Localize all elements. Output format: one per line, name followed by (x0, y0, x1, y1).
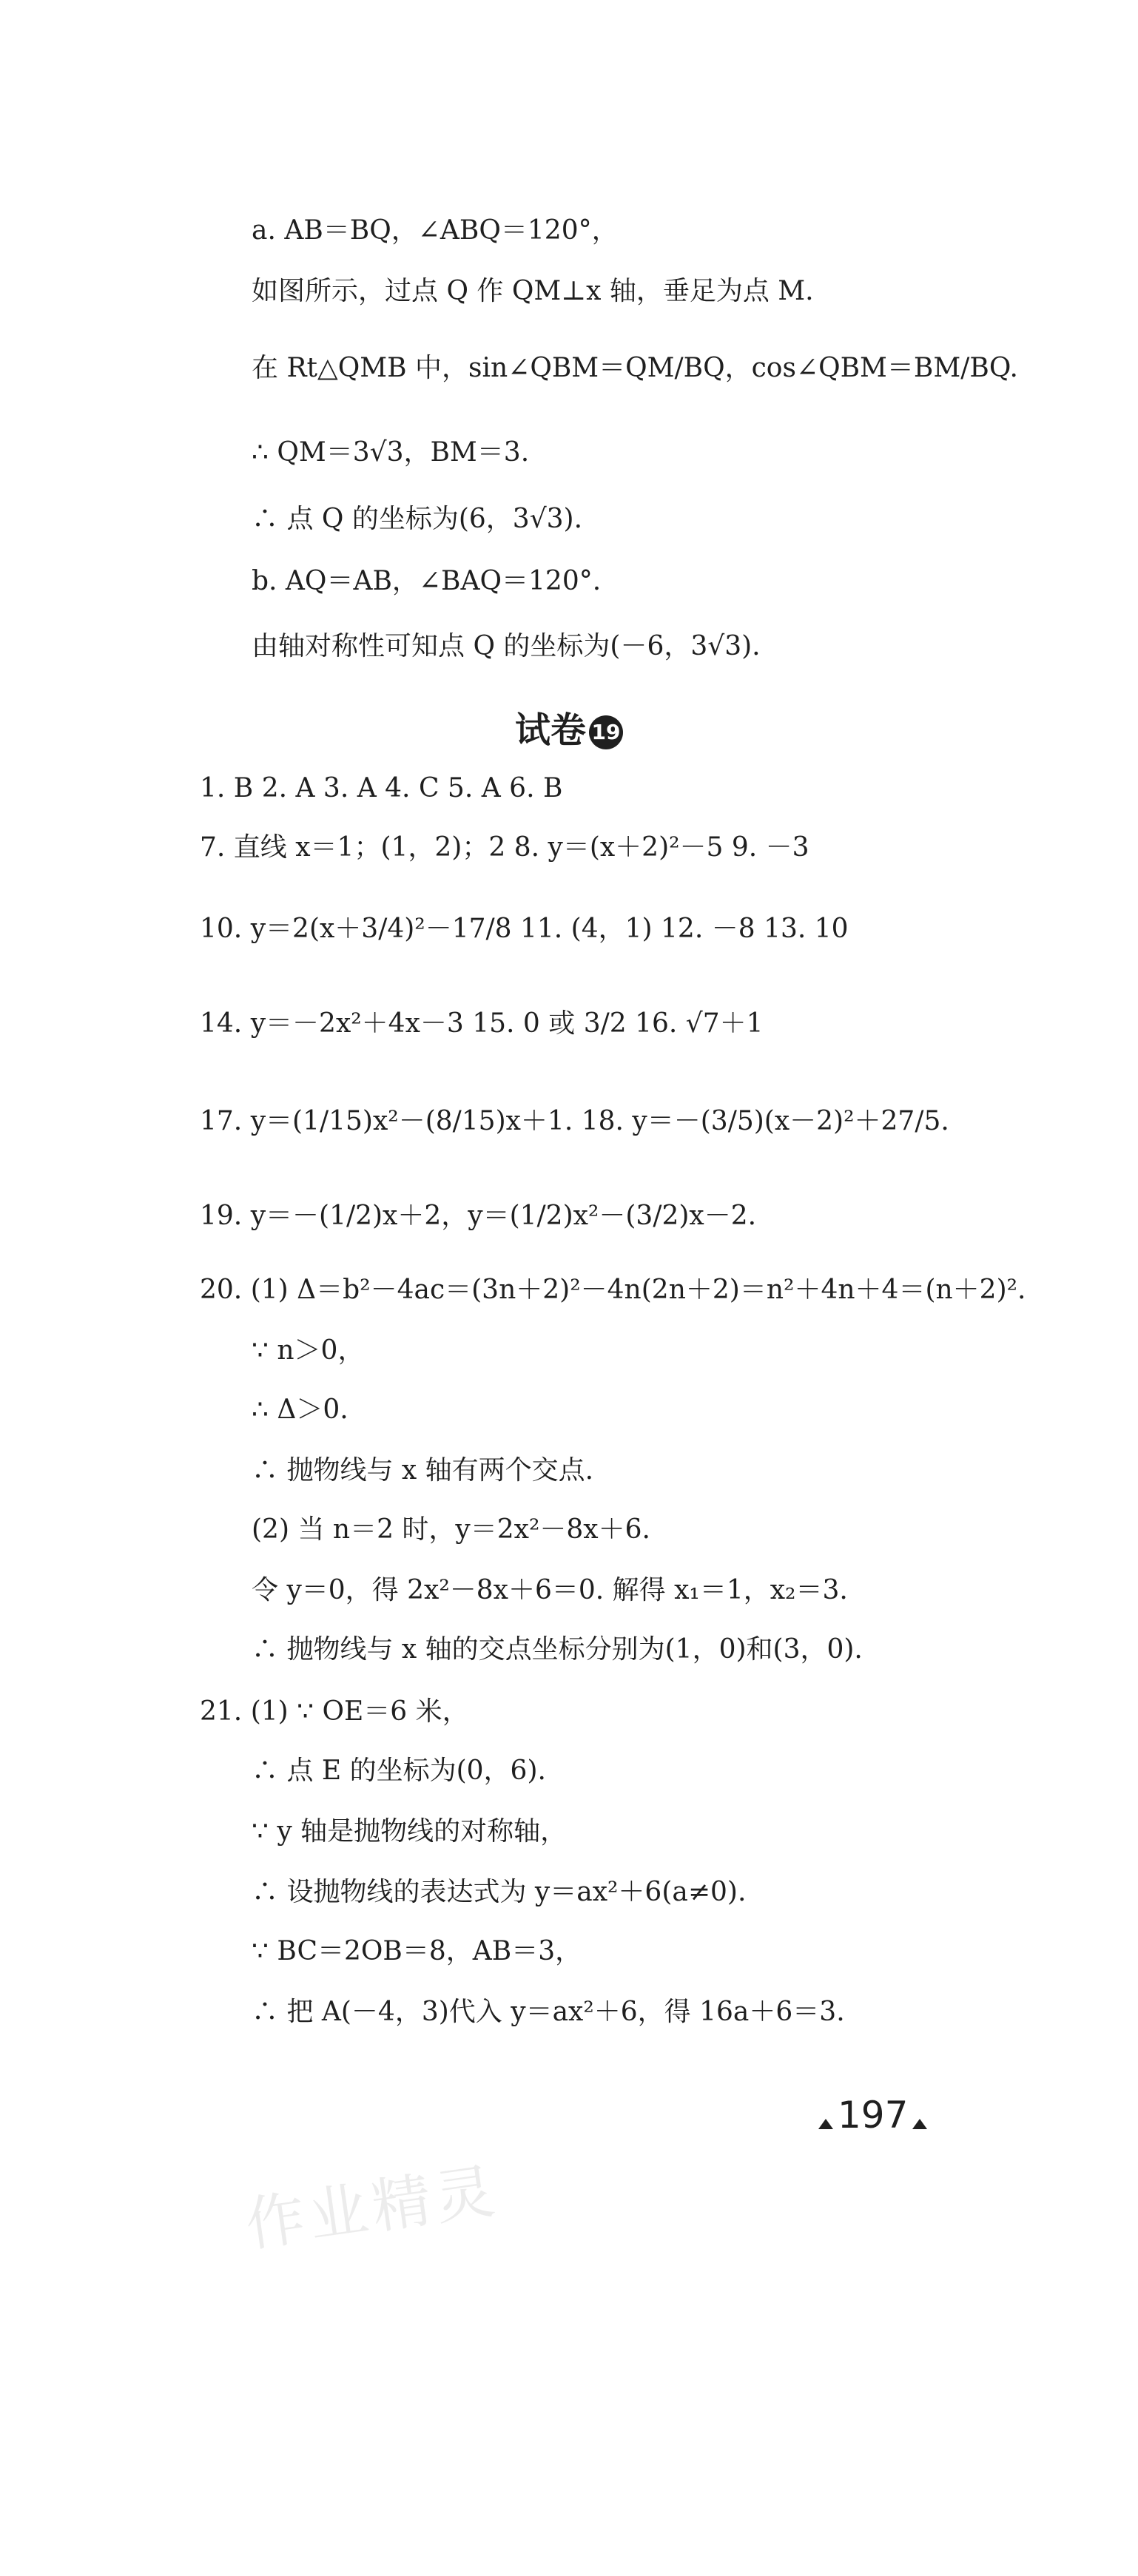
section-badge: 19 (589, 715, 623, 749)
line-qm: ∴ QM＝3√3，BM＝3. (252, 437, 530, 468)
answers-row-6: 19. y＝－(1/2)x＋2，y＝(1/2)x²－(3/2)x－2. (200, 1201, 757, 1231)
watermark: 作业精灵 (241, 2156, 503, 2260)
line-figure: 如图所示，过点 Q 作 QM⊥x 轴，垂足为点 M. (252, 276, 814, 306)
answers-row-1: 1. B 2. A 3. A 4. C 5. A 6. B (200, 773, 563, 803)
q21-line-3: ∵ y 轴是抛物线的对称轴， (252, 1816, 568, 1847)
q21-line-5: ∵ BC＝2OB＝8，AB＝3， (252, 1936, 582, 1966)
page-number-right-mark (912, 2119, 927, 2129)
line-rt-triangle: 在 Rt△QMB 中，sin∠QBM＝QM/BQ，cos∠QBM＝BM/BQ. (252, 353, 1018, 383)
q20-line-4: ∴ 抛物线与 x 轴有两个交点. (252, 1455, 594, 1486)
line-b: b. AQ＝AB，∠BAQ＝120°. (252, 566, 602, 596)
q20-line-3: ∴ Δ＞0. (252, 1395, 349, 1425)
answers-row-3: 10. y＝2(x＋3/4)²－17/8 11. (4，1) 12. －8 13. 10 (200, 914, 849, 944)
line-a: a. AB＝BQ，∠ABQ＝120°， (252, 215, 619, 246)
q20-line-2: ∵ n＞0， (252, 1335, 365, 1366)
section-title (0, 701, 1138, 752)
answers-row-4: 14. y＝－2x²＋4x－3 15. 0 或 3/2 16. √7＋1 (200, 1008, 764, 1039)
page-number (814, 2094, 932, 2137)
q20-line-6: 令 y＝0，得 2x²－8x＋6＝0. 解得 x₁＝1，x₂＝3. (252, 1575, 848, 1605)
answers-row-5: 17. y＝(1/15)x²－(8/15)x＋1. 18. y＝－(3/5)(x－2)²＋27/5. (200, 1106, 949, 1136)
q21-line-4: ∴ 设抛物线的表达式为 y＝ax²＋6(a≠0). (252, 1877, 747, 1907)
q20-line-1: 20. (1) Δ＝b²－4ac＝(3n＋2)²－4n(2n＋2)＝n²＋4n＋4＝(n＋2)². (200, 1275, 1026, 1305)
line-symmetry: 由轴对称性可知点 Q 的坐标为(－6，3√3). (252, 631, 761, 661)
line-q-coord: ∴ 点 Q 的坐标为(6，3√3). (252, 504, 583, 534)
answers-row-2: 7. 直线 x＝1；(1，2)；2 8. y＝(x＋2)²－5 9. －3 (200, 832, 809, 863)
section-title-text: 试卷 (514, 709, 586, 751)
page-number-left-mark (818, 2119, 833, 2129)
q21-line-6: ∴ 把 A(－4，3)代入 y＝ax²＋6，得 16a＋6＝3. (252, 1997, 845, 2027)
q20-line-5: (2) 当 n＝2 时，y＝2x²－8x＋6. (252, 1514, 650, 1545)
q21-line-1: 21. (1) ∵ OE＝6 米， (200, 1696, 469, 1727)
q21-line-2: ∴ 点 E 的坐标为(0，6). (252, 1756, 546, 1786)
q20-line-7: ∴ 抛物线与 x 轴的交点坐标分别为(1，0)和(3，0). (252, 1634, 863, 1665)
page-number-text: 197 (838, 2094, 909, 2137)
